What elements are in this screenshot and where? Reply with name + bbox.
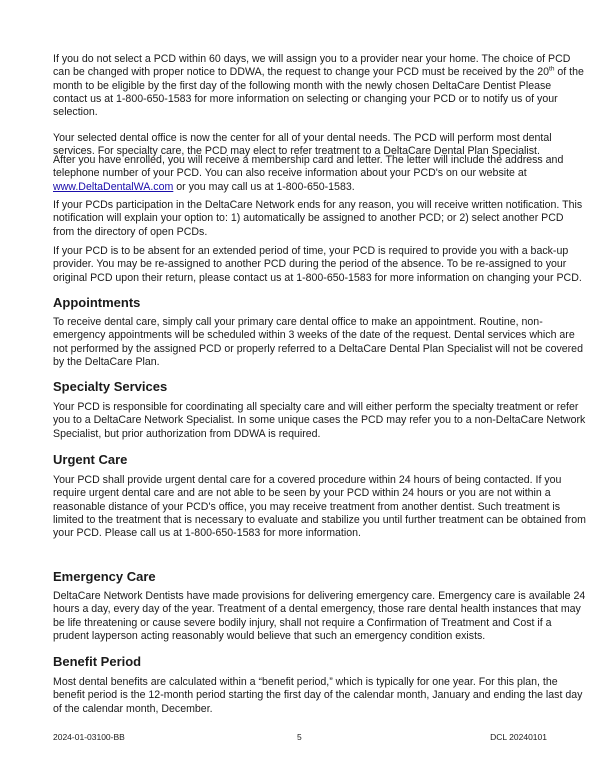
text-line: If your PCDs participation in the DeltaCare Network ends for any reason, you will receive written notification. This: [53, 199, 583, 211]
paragraph-absence: [53, 245, 582, 285]
footer-page-number: 5: [297, 732, 302, 742]
heading-urgent-care: Urgent Care: [53, 452, 128, 467]
paragraph-emergency-care: [53, 590, 586, 643]
text-line: telephone number of your PCD. You can also receive information about your PCD's on our website at: [53, 167, 527, 180]
text-line: require urgent dental care and are not able to be seen by your PCD within 24 hours or you are not within a: [53, 487, 551, 500]
text-line: benefit period is the 12-month period starting the first day of the calendar month, January and ending the last day: [53, 689, 583, 702]
text-line: limited to the treatment that is necessary to evaluate and stabilize you until further treatment can be obtained from: [53, 513, 586, 526]
text-line: of the calendar month, December.: [53, 702, 213, 715]
paragraph-specialty-services: [53, 401, 586, 441]
text-line: original PCD upon their return, please contact us at 1-800-650-1583 for more information on changing your PCD.: [53, 271, 582, 284]
text-line: by the DeltaCare Plan.: [53, 355, 160, 368]
text-line: emergency appointments will be scheduled within 3 weeks of the date of the request. Dental services which are: [53, 329, 575, 342]
text-line: If you do not select a PCD within 60 days, we will assign you to a provider near your home. The choice of PCD: [53, 53, 571, 65]
text-line: [53, 65, 584, 79]
footer-form-code: DCL 20240101: [490, 732, 547, 742]
website-link[interactable]: www.DeltaDentalWA.com: [53, 180, 174, 193]
text-line: not performed by the assigned PCD or properly referred to a DeltaCare Dental Plan Specialist will not be covered: [53, 342, 583, 355]
text-line: your PCD. Please call us at 1-800-650-1583 for more information.: [53, 527, 361, 540]
heading-appointments: Appointments: [53, 295, 141, 310]
text-fragment: of the: [554, 66, 584, 79]
text-line: DeltaCare Network Dentists have made provisions for delivering emergency care. Emergency care is available 24: [53, 590, 586, 602]
superscript: th: [549, 65, 555, 73]
text-line: After you have enrolled, you will receive a membership card and letter. The letter will include the address and: [53, 154, 564, 166]
paragraph-urgent-care: [53, 474, 586, 540]
text-line: Your selected dental office is now the center for all of your dental needs. The PCD will perform most dental: [53, 132, 552, 144]
text-line: To receive dental care, simply call your primary care dental office to make an appointment. Routine, non-: [53, 316, 543, 328]
text-line: Most dental benefits are calculated within a “benefit period,” which is typically for one year. For this plan, the: [53, 676, 558, 688]
text-line: selection.: [53, 106, 98, 119]
text-line: provider. You may be re-assigned to another PCD during the period of the absence. To be re-assigned to your: [53, 258, 567, 271]
text-line: Specialist, but prior authorization from DDWA is required.: [53, 427, 321, 440]
paragraph-participation: [53, 199, 583, 239]
paragraph-appointments: [53, 316, 583, 369]
text-line: contact us at 1-800-650-1583 for more information on selecting or changing your PCD or to notify us of your: [53, 92, 558, 105]
text-line: hours a day, every day of the year. Treatment of a dental emergency, those rare dental health instances that may: [53, 603, 581, 616]
footer-document-id: 2024-01-03100-BB: [53, 732, 125, 742]
text-line: notification will explain your option to: 1) automatically be assigned to another PCD; or 2) select another PCD: [53, 212, 564, 225]
text-line: from the directory of open PCDs.: [53, 225, 208, 238]
text-line: Your PCD shall provide urgent dental care for a covered procedure within 24 hours of being contacted. If you: [53, 474, 562, 486]
paragraph-pcd-selection: [53, 53, 584, 119]
text-line: reasonable distance of your PCD's office, you may receive treatment from another dentist. Such treatment is: [53, 500, 561, 513]
paragraph-benefit-period: [53, 676, 583, 716]
heading-specialty-services: Specialty Services: [53, 379, 168, 394]
text-line: services. For specialty care, the PCD may elect to refer treatment to a DeltaCare Dental Plan Specialist.: [53, 145, 540, 158]
text-fragment: can be changed with proper notice to DDWA, the request to change your PCD must be received by the 20: [53, 66, 550, 79]
paragraph-enrollment: [53, 154, 564, 194]
text-line: [53, 181, 553, 194]
text-line: Your PCD is responsible for coordinating all specialty care and will either perform the specialty treatment or refer: [53, 401, 579, 413]
text-fragment: or you may call us at 1-800-650-1583.: [173, 180, 355, 193]
heading-benefit-period: Benefit Period: [53, 654, 142, 669]
text-line: If your PCD is to be absent for an extended period of time, your PCD is required to provide you with a back-up: [53, 245, 569, 257]
text-line: month to be eligible by the first day of the following month with the newly chosen DeltaCare Dentist Please: [53, 79, 552, 92]
text-line: you to a DeltaCare Network Specialist. In some unique cases the PCD may refer you to a non-DeltaCare Network: [53, 414, 586, 427]
text-line: prudent layperson acting reasonably would believe that such an emergency condition exists.: [53, 629, 486, 642]
heading-emergency-care: Emergency Care: [53, 569, 156, 584]
text-line: be life threatening or cause severe bodily injury, shall not require a Confirmation of Treatment and Cost if a: [53, 616, 552, 629]
